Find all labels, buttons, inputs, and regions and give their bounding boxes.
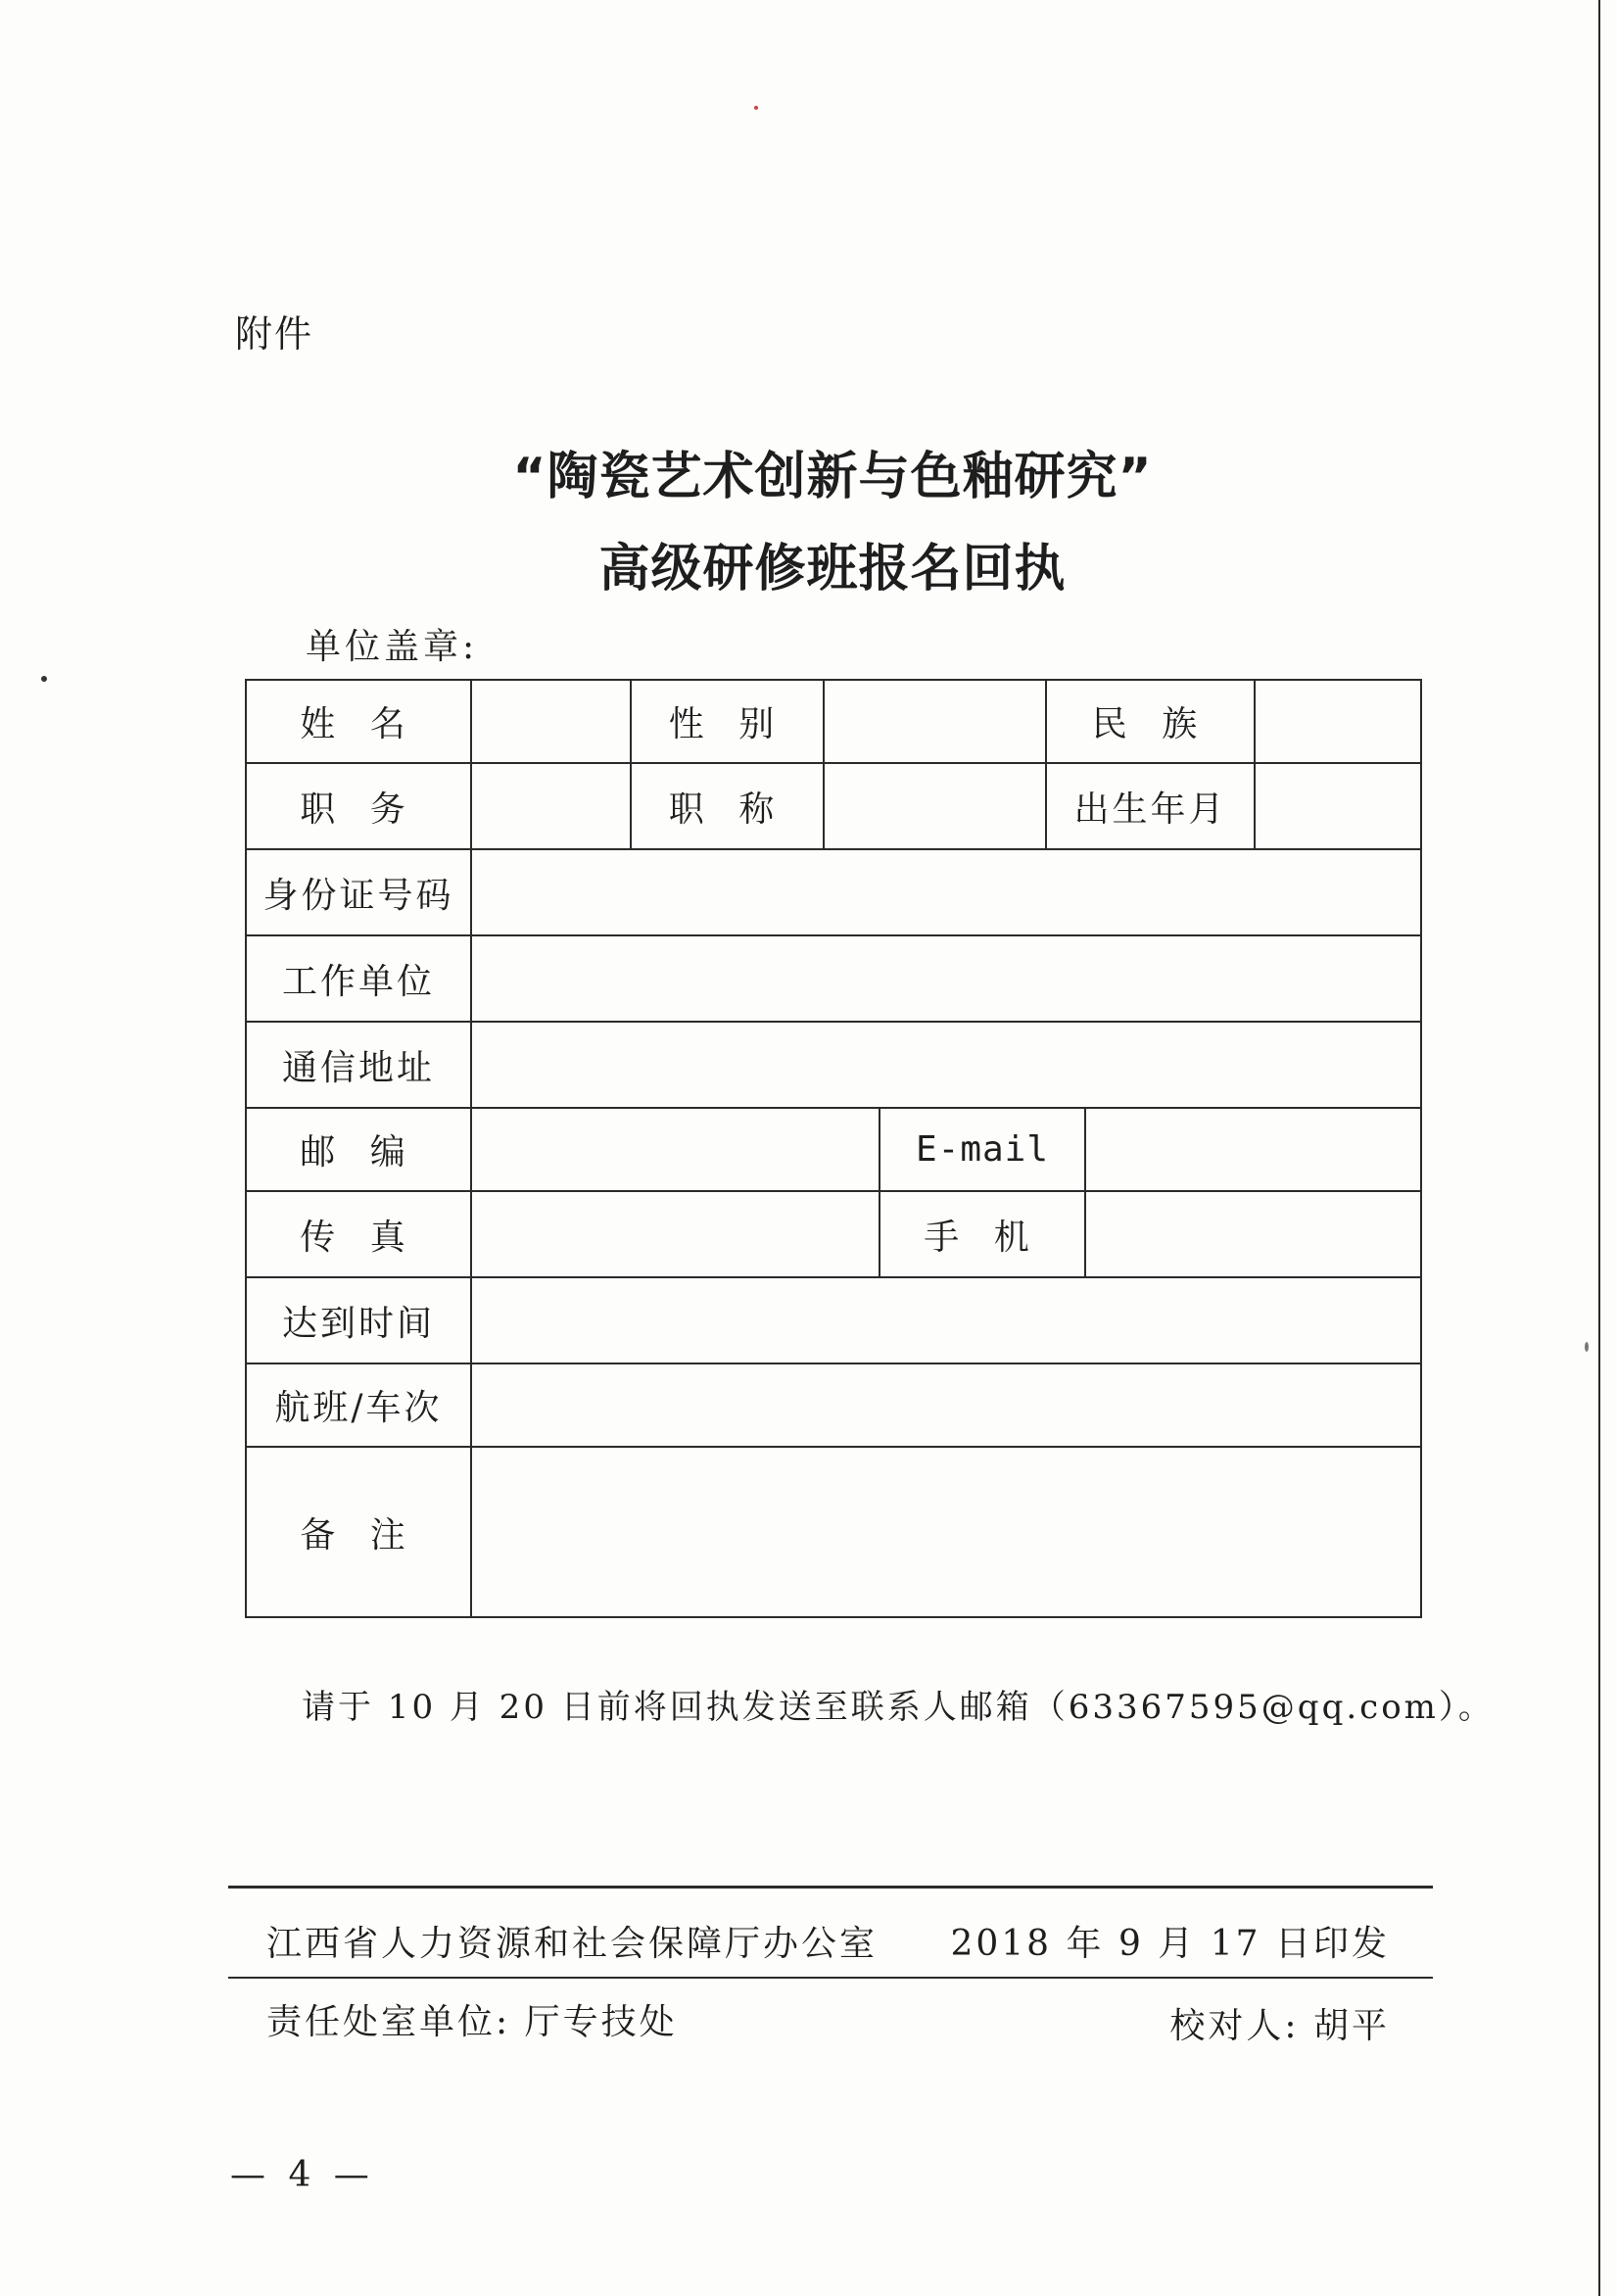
- fax-label: 传 真: [246, 1191, 471, 1277]
- table-row: [246, 1363, 1421, 1447]
- email-field[interactable]: [1085, 1108, 1421, 1191]
- table-row: [246, 1108, 1421, 1191]
- postcode-label: 邮 编: [246, 1108, 471, 1191]
- birth-date-label: 出生年月: [1046, 763, 1255, 849]
- title-field[interactable]: [824, 763, 1046, 849]
- document-title: [294, 431, 1371, 615]
- table-row: [246, 849, 1421, 935]
- issue-date-text: 2018 年 9 月 17 日印发: [950, 1924, 1390, 1964]
- table-row: [246, 1447, 1421, 1617]
- name-field[interactable]: [471, 680, 631, 763]
- remarks-field[interactable]: [471, 1447, 1421, 1617]
- title-line-2: 高级研修班报名回执: [598, 540, 1067, 598]
- footer-middle-rule: [228, 1977, 1433, 1979]
- issuer-text: 江西省人力资源和社会保障厅办公室: [266, 1924, 879, 1964]
- submission-note: 请于 10 月 20 日前将回执发送至联系人邮箱（63367595@qq.com）。: [302, 1688, 1495, 1727]
- title-label: 职 称: [631, 763, 824, 849]
- birth-date-field[interactable]: [1255, 763, 1421, 849]
- arrival-time-field[interactable]: [471, 1277, 1421, 1363]
- attachment-label: 附件: [235, 312, 314, 356]
- registration-form-table: [245, 679, 1422, 1618]
- mobile-field[interactable]: [1085, 1191, 1421, 1277]
- table-row: [246, 935, 1421, 1022]
- scan-speck: [754, 106, 758, 110]
- work-unit-field[interactable]: [471, 935, 1421, 1022]
- id-number-field[interactable]: [471, 849, 1421, 935]
- title-line-1: “陶瓷艺术创新与色釉研究”: [512, 448, 1153, 506]
- scan-speck: [41, 676, 47, 682]
- responsible-dept-text: 责任处室单位: 厅专技处: [266, 2002, 678, 2042]
- gender-field[interactable]: [824, 680, 1046, 763]
- postcode-field[interactable]: [471, 1108, 880, 1191]
- table-row: [246, 1277, 1421, 1363]
- ethnicity-field[interactable]: [1255, 680, 1421, 763]
- ethnicity-label: 民 族: [1046, 680, 1255, 763]
- work-unit-label: 工作单位: [246, 935, 471, 1022]
- fax-field[interactable]: [471, 1191, 880, 1277]
- flight-train-label: 航班/车次: [246, 1363, 471, 1447]
- gender-label: 性 别: [631, 680, 824, 763]
- table-row: [246, 1191, 1421, 1277]
- id-number-label: 身份证号码: [246, 849, 471, 935]
- address-field[interactable]: [471, 1022, 1421, 1108]
- email-label: E-mail: [880, 1108, 1085, 1191]
- mobile-label: 手 机: [880, 1191, 1085, 1277]
- scan-speck: [1585, 1342, 1589, 1352]
- position-field[interactable]: [471, 763, 631, 849]
- address-label: 通信地址: [246, 1022, 471, 1108]
- unit-seal-label: 单位盖章:: [306, 627, 479, 667]
- table-row: [246, 763, 1421, 849]
- table-row: [246, 1022, 1421, 1108]
- arrival-time-label: 达到时间: [246, 1277, 471, 1363]
- page-number: — 4 —: [230, 2155, 375, 2195]
- proofreader-text: 校对人: 胡平: [1169, 2006, 1390, 2046]
- remarks-label: 备 注: [246, 1447, 471, 1617]
- footer-top-rule: [228, 1886, 1433, 1889]
- position-label: 职 务: [246, 763, 471, 849]
- table-row: [246, 680, 1421, 763]
- name-label: 姓 名: [246, 680, 471, 763]
- flight-train-field[interactable]: [471, 1363, 1421, 1447]
- page-edge: [1598, 0, 1600, 2296]
